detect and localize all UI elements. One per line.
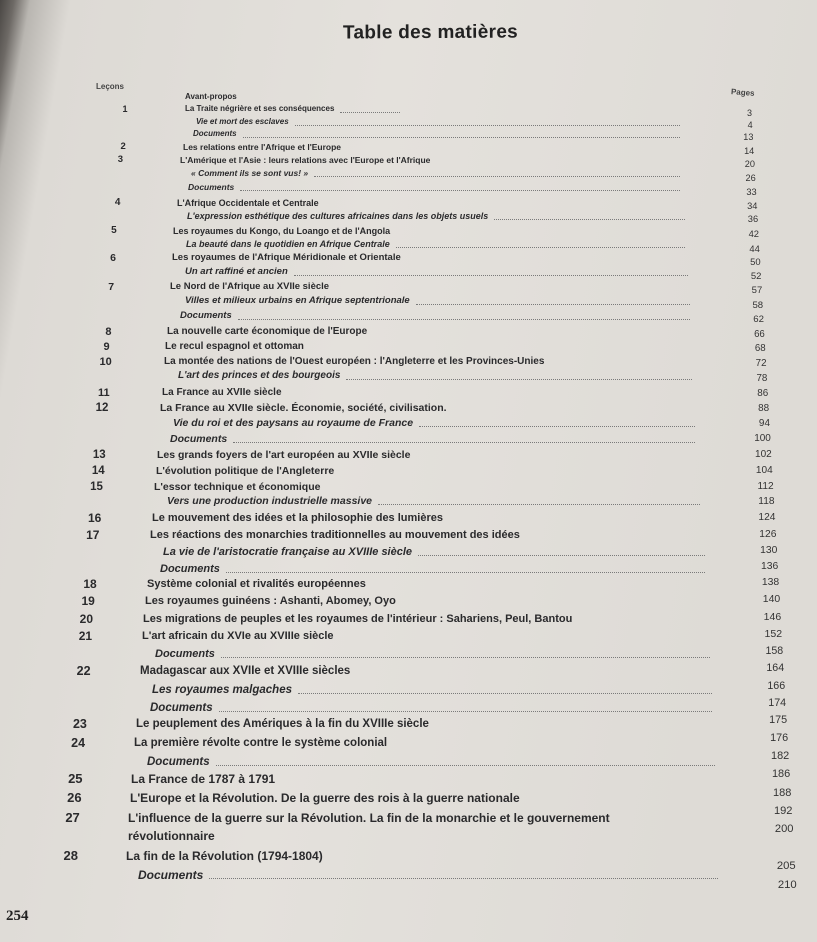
toc-entry-text: L'art africain du XVIe au XVIIIe siècle	[142, 630, 334, 642]
toc-subentry-text: Documents	[138, 868, 204, 882]
toc-subentry-text: Documents	[170, 433, 228, 445]
toc-entry-text: Système colonial et rivalités européennes	[147, 578, 366, 590]
toc-entry-text: Les réactions des monarchies traditionnelles au mouvement des idées	[150, 529, 520, 541]
toc-entry	[0, 196, 817, 210]
dot-leader	[396, 246, 685, 248]
lesson-number: 20	[79, 612, 94, 626]
page-number: 164	[766, 662, 785, 674]
toc-entry-text: Les royaumes de l'Afrique Méridionale et Orientale	[172, 252, 401, 263]
dot-leader	[233, 441, 695, 443]
dot-leader	[340, 111, 400, 113]
page-number: 94	[758, 418, 770, 429]
page-number: 50	[750, 257, 761, 268]
page-number: 210	[777, 879, 797, 891]
page-number: 130	[760, 545, 778, 556]
page-number: 205	[776, 860, 796, 872]
toc-entry	[0, 629, 817, 643]
page-number: 146	[763, 611, 782, 623]
page-number: 100	[754, 433, 771, 444]
lesson-number: 8	[105, 326, 112, 338]
page-number: 62	[753, 314, 764, 325]
dot-leader	[416, 303, 690, 305]
toc-entry-text: L'essor technique et économique	[154, 481, 321, 493]
lesson-number: 4	[114, 197, 121, 208]
page-number: 104	[755, 465, 773, 476]
toc-entry-text: L'Europe et la Révolution. De la guerre des rois à la guerre nationale	[130, 791, 520, 805]
toc-entry	[0, 448, 817, 462]
toc-entry-text: Les grands foyers de l'art européen au XVIIe siècle	[157, 449, 411, 461]
page-number: 188	[772, 787, 792, 799]
toc-entry-text: Les relations entre l'Afrique et l'Europe	[183, 142, 342, 152]
toc-entry	[0, 294, 817, 308]
toc-entry-text: La montée des nations de l'Ouest européen : l'Angleterre et les Provinces-Unies	[164, 356, 545, 367]
page-number: 86	[757, 388, 769, 399]
toc-subentry-text: Documents	[160, 563, 220, 575]
lesson-number: 9	[103, 341, 110, 353]
lesson-number: 23	[72, 717, 87, 731]
toc-subentry-text: Documents	[180, 310, 232, 321]
toc-entry	[0, 511, 817, 525]
lesson-number: 21	[78, 629, 93, 643]
dot-leader	[494, 218, 685, 220]
dot-leader	[378, 503, 700, 505]
page-number: 44	[749, 243, 760, 254]
page-number: 192	[773, 805, 793, 817]
toc-entry	[0, 209, 817, 223]
lesson-number: 15	[90, 481, 103, 493]
toc-entry	[0, 683, 817, 697]
toc-entry-text: La fin de la Révolution (1794-1804)	[126, 849, 323, 863]
toc-subentry-text: Documents	[193, 129, 237, 138]
toc-entry	[0, 140, 817, 154]
page-number: 118	[758, 496, 775, 507]
dot-leader	[419, 425, 695, 427]
toc-subentry-text: La beauté dans le quotidien en Afrique Centrale	[186, 239, 390, 249]
toc-entry	[0, 166, 817, 180]
toc-entry-text: L'Amérique et l'Asie : leurs relations avec l'Europe et l'Afrique	[180, 155, 431, 165]
page-number: 42	[748, 229, 760, 239]
toc-entry	[0, 701, 817, 715]
lesson-number: 25	[68, 771, 83, 786]
lesson-number: 16	[87, 511, 102, 525]
page-number: 13	[743, 132, 754, 142]
lesson-number: 11	[98, 387, 110, 399]
toc-entry-text: Le peuplement des Amériques à la fin du XVIIIe siècle	[136, 718, 429, 730]
pages-column-header: Pages	[730, 87, 755, 98]
page-number: 58	[752, 300, 764, 311]
page-number: 140	[762, 594, 781, 605]
lesson-number: 3	[117, 154, 124, 165]
toc-entry-text: révolutionnaire	[128, 829, 215, 843]
toc-entry	[0, 432, 817, 446]
toc-entry	[0, 102, 817, 116]
dot-leader	[314, 175, 680, 177]
page-number: 66	[754, 329, 765, 340]
lesson-number: 18	[83, 577, 97, 591]
toc-subentry-text: Vie et mort des esclaves	[196, 117, 289, 126]
toc-entry	[0, 127, 817, 141]
page-number: 57	[751, 285, 763, 296]
toc-subentry-text: Vers une production industrielle massive	[167, 495, 373, 507]
toc-subentry-text: L'art des princes et des bourgeois	[178, 370, 341, 381]
toc-entry	[0, 736, 817, 750]
toc-entry	[0, 647, 817, 661]
lesson-number: 22	[76, 664, 91, 678]
toc-entry	[0, 791, 817, 805]
toc-entry-text: Le Nord de l'Afrique au XVIIe siècle	[170, 281, 330, 292]
lesson-number: 6	[110, 252, 116, 264]
page-number: 112	[757, 481, 774, 492]
toc-entry-text: L'Afrique Occidentale et Centrale	[177, 198, 319, 208]
page-number: 34	[747, 201, 758, 211]
dot-leader	[226, 571, 705, 573]
lesson-number: 27	[65, 810, 80, 825]
toc-entry	[0, 594, 817, 608]
toc-entry	[0, 755, 817, 769]
toc-entry	[0, 180, 817, 194]
toc-entry-text: La France au XVIIe siècle	[162, 387, 282, 398]
toc-subentry-text: La vie de l'aristocratie française au XVIIIe siècle	[163, 546, 413, 558]
dot-leader	[219, 710, 712, 712]
dot-leader	[346, 378, 692, 380]
toc-entry	[0, 153, 817, 167]
page-number: 36	[747, 214, 759, 224]
page-number: 102	[755, 449, 772, 460]
lesson-number: 2	[120, 141, 126, 152]
toc-entry-text: Les migrations de peuples et les royaumes de l'intérieur : Sahariens, Peul, Bantou	[143, 613, 573, 625]
toc-subentry-text: Documents	[188, 182, 235, 192]
lesson-number: 24	[71, 736, 86, 750]
toc-entry-text: Les royaumes du Kongo, du Loango et de l'Angola	[173, 226, 391, 236]
toc-entry-text: Avant-propos	[185, 92, 237, 101]
page-number: 175	[769, 714, 788, 726]
dot-leader	[216, 764, 715, 766]
toc-entry	[0, 717, 817, 731]
toc-entry-text: Madagascar aux XVIIe et XVIIIe siècles	[140, 665, 351, 677]
toc-entry	[0, 545, 817, 559]
lesson-number: 28	[63, 848, 78, 863]
lesson-number: 26	[67, 790, 82, 805]
toc-entry	[0, 369, 817, 383]
toc-entry-text: La nouvelle carte économique de l'Europe	[167, 326, 368, 337]
page-number: 126	[759, 529, 777, 540]
page-number: 72	[755, 358, 767, 369]
toc-entry	[0, 355, 817, 369]
page-number: 3	[746, 108, 752, 118]
page-number: 186	[771, 768, 791, 780]
toc-entry-text: La première révolte contre le système colonial	[134, 737, 388, 749]
toc-entry	[0, 401, 817, 415]
dot-leader	[238, 318, 690, 320]
toc-entry	[0, 224, 817, 238]
page-number: 78	[756, 373, 768, 384]
toc-entry-text: L'évolution politique de l'Angleterre	[156, 465, 335, 477]
lesson-number: 7	[108, 281, 115, 293]
toc-entry	[0, 237, 817, 251]
lecons-column-header: Leçons	[96, 82, 125, 91]
toc-subentry-text: Vie du roi et des paysans au royaume de France	[173, 417, 414, 429]
page-number: 124	[758, 512, 776, 523]
toc-subentry-text: Documents	[147, 756, 210, 768]
page-number: 158	[765, 645, 784, 657]
page-number: 14	[744, 146, 755, 156]
page-number: 174	[768, 697, 787, 709]
toc-entry	[0, 265, 817, 279]
dot-leader	[298, 692, 712, 694]
lesson-number: 17	[86, 528, 100, 542]
toc-entry	[0, 849, 817, 863]
toc-subentry-text: Un art raffiné et ancien	[185, 266, 288, 277]
toc-entry	[0, 309, 817, 323]
toc-entry	[0, 811, 817, 825]
toc-entry	[0, 480, 817, 494]
page-number: 176	[770, 732, 789, 744]
lesson-number: 12	[95, 402, 109, 414]
dot-leader	[294, 274, 688, 276]
page-folio: 254	[6, 908, 29, 924]
toc-entry	[0, 664, 817, 678]
page-number: 52	[750, 271, 762, 282]
page-number: 138	[761, 577, 780, 588]
toc-entry-text: La Traite négrière et ses conséquences	[185, 104, 335, 113]
toc-entry	[0, 280, 817, 294]
dot-leader	[240, 189, 680, 191]
toc-entry	[0, 829, 817, 843]
toc-entry	[0, 416, 817, 430]
toc-entry-text: Le recul espagnol et ottoman	[165, 341, 304, 352]
lesson-number: 19	[81, 594, 95, 608]
lesson-number: 13	[92, 449, 106, 461]
lesson-number: 5	[111, 225, 117, 236]
toc-entry-text: La France de 1787 à 1791	[131, 772, 276, 786]
toc-entry	[0, 251, 817, 265]
page-number: 182	[771, 750, 790, 762]
lesson-number: 10	[99, 356, 112, 368]
toc-subentry-text: L'expression esthétique des cultures africaines dans les objets usuels	[187, 211, 489, 221]
lesson-number: 14	[91, 465, 105, 477]
toc-entry	[0, 528, 817, 542]
dot-leader	[295, 124, 680, 126]
toc-subentry-text: Documents	[155, 648, 215, 660]
toc-subentry-text: Documents	[150, 702, 213, 714]
toc-subentry-text: Villes et milieux urbains en Afrique septentrionale	[185, 295, 410, 306]
toc-entry-text: Le mouvement des idées et la philosophie des lumières	[152, 512, 443, 524]
page-title: Table des matières	[342, 21, 519, 44]
toc-entry	[0, 562, 817, 576]
page-number: 68	[754, 343, 766, 354]
toc-entry	[0, 386, 817, 400]
toc-entry-text: L'influence de la guerre sur la Révolution. La fin de la monarchie et le gouvernement	[128, 811, 610, 825]
toc-entry	[0, 612, 817, 626]
toc-entry	[0, 772, 817, 786]
toc-entry-text: Les royaumes guinéens : Ashanti, Abomey, Oyo	[145, 595, 396, 607]
page-number: 136	[761, 561, 779, 572]
page-number: 152	[764, 628, 783, 640]
lesson-number: 1	[122, 104, 128, 114]
toc-subentry-text: Les royaumes malgaches	[152, 684, 292, 696]
toc-entry	[0, 325, 817, 339]
page-number: 33	[746, 187, 757, 197]
page-number: 166	[767, 680, 786, 692]
page-number: 20	[744, 159, 755, 169]
toc-entry	[0, 464, 817, 478]
page-number: 88	[758, 403, 770, 414]
dot-leader	[243, 136, 680, 138]
toc-entry	[0, 868, 817, 882]
dot-leader	[418, 554, 705, 556]
toc-subentry-text: « Comment ils se sont vus! »	[191, 168, 309, 178]
page-number: 26	[745, 173, 756, 183]
dot-leader	[209, 877, 718, 879]
toc-entry	[0, 494, 817, 508]
toc-entry	[0, 577, 817, 591]
dot-leader	[221, 656, 710, 658]
toc-entry	[0, 340, 817, 354]
toc-entry-text: La France au XVIIe siècle. Économie, société, civilisation.	[160, 402, 447, 414]
page-number: 200	[774, 823, 794, 835]
page-number: 4	[747, 120, 753, 130]
